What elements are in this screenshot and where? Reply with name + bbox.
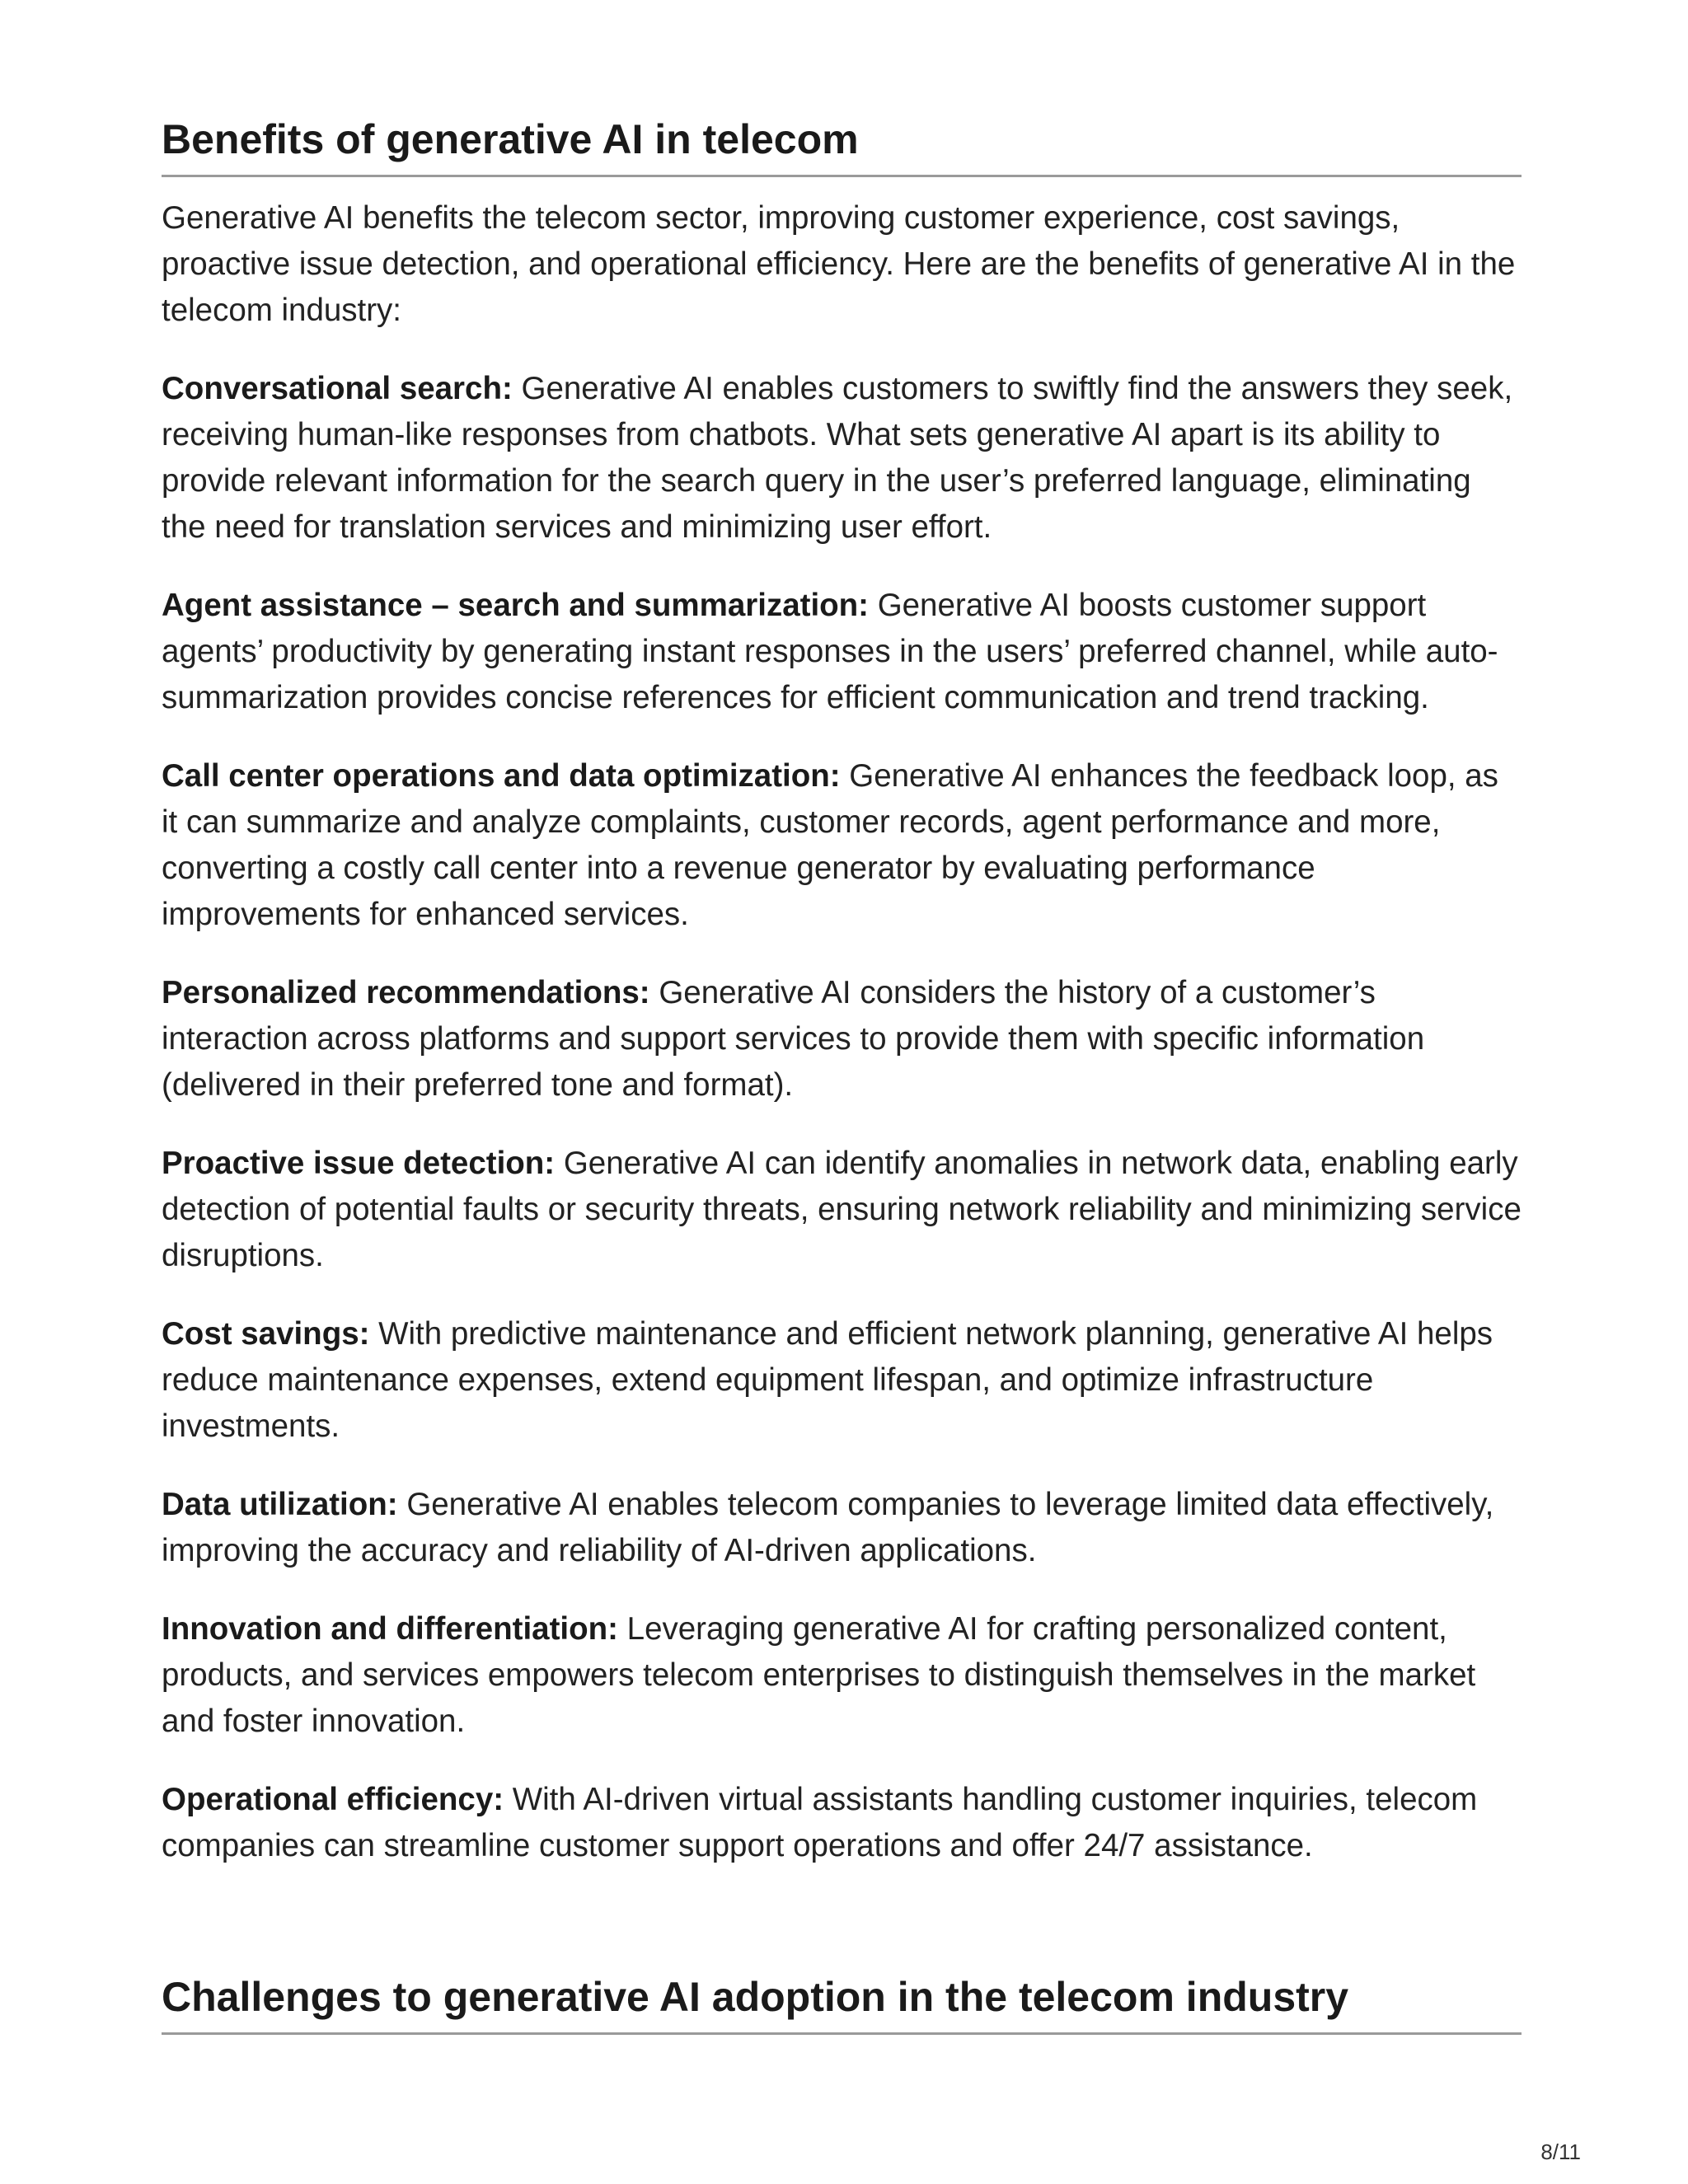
benefit-title: Operational efficiency: bbox=[162, 1782, 504, 1817]
section-heading-challenges: Challenges to generative AI adoption in the telecom industry bbox=[162, 1971, 1522, 2035]
benefit-text: With predictive maintenance and efficient network planning, generative AI helps reduce maintenance expenses, extend equipment lifespan, and optimize infrastructure investments. bbox=[162, 1316, 1493, 1444]
benefit-text: Generative AI considers the history of a customer’s interaction across platforms and support services to provide them with specific information (delivered in their preferred tone and format). bbox=[162, 975, 1425, 1103]
benefit-text: With AI-driven virtual assistants handling customer inquiries, telecom companies can streamline customer support operations and offer 24/7 assistance. bbox=[162, 1782, 1478, 1863]
benefit-paragraph bbox=[162, 366, 1522, 551]
benefit-text: Leveraging generative AI for crafting personalized content, products, and services empowers telecom enterprises to distinguish themselves in the market and foster innovation. bbox=[162, 1611, 1476, 1739]
benefit-text: Generative AI enhances the feedback loop, as it can summarize and analyze complaints, customer records, agent performance and more, converting a costly call center into a revenue generator by evaluating performance improvements for enhanced services. bbox=[162, 758, 1498, 932]
benefit-title: Conversational search: bbox=[162, 371, 513, 406]
benefit-title: Data utilization: bbox=[162, 1487, 398, 1522]
benefit-text: Generative AI can identify anomalies in network data, enabling early detection of potential faults or security threats, ensuring network reliability and minimizing service disruptions. bbox=[162, 1146, 1522, 1273]
benefit-title: Proactive issue detection: bbox=[162, 1146, 556, 1181]
benefit-text: Generative AI boosts customer support agents’ productivity by generating instant responses in the users’ preferred channel, while auto-summarization provides concise references for efficient communication and trend tracking. bbox=[162, 588, 1498, 715]
benefit-title: Cost savings: bbox=[162, 1316, 370, 1352]
benefit-paragraph bbox=[162, 753, 1522, 938]
page-number: 8/11 bbox=[1540, 2139, 1581, 2164]
benefit-paragraph bbox=[162, 1482, 1522, 1574]
benefit-title: Innovation and differentiation: bbox=[162, 1611, 618, 1647]
benefits-body bbox=[162, 195, 1522, 1901]
benefit-paragraph bbox=[162, 1141, 1522, 1279]
benefit-paragraph bbox=[162, 1311, 1522, 1450]
benefit-paragraph bbox=[162, 583, 1522, 721]
intro-paragraph: Generative AI benefits the telecom sector, improving customer experience, cost savings, proactive issue detection, and operational efficiency. Here are the benefits of generative AI in the telecom industry: bbox=[162, 200, 1516, 328]
benefit-paragraph bbox=[162, 970, 1522, 1108]
benefit-title: Agent assistance – search and summarization: bbox=[162, 588, 869, 623]
section-heading-benefits: Benefits of generative AI in telecom bbox=[162, 114, 1522, 177]
benefit-title: Personalized recommendations: bbox=[162, 975, 650, 1010]
benefit-paragraph bbox=[162, 1777, 1522, 1869]
benefit-paragraph bbox=[162, 1606, 1522, 1745]
benefit-title: Call center operations and data optimization: bbox=[162, 758, 841, 794]
benefit-text: Generative AI enables customers to swiftly find the answers they seek, receiving human-like responses from chatbots. What sets generative AI apart is its ability to provide relevant information for the search query in the user’s preferred language, eliminating the need for translation services and minimizing user effort. bbox=[162, 371, 1513, 545]
benefit-text: Generative AI enables telecom companies to leverage limited data effectively, improving the accuracy and reliability of AI-driven applications. bbox=[162, 1487, 1494, 1568]
